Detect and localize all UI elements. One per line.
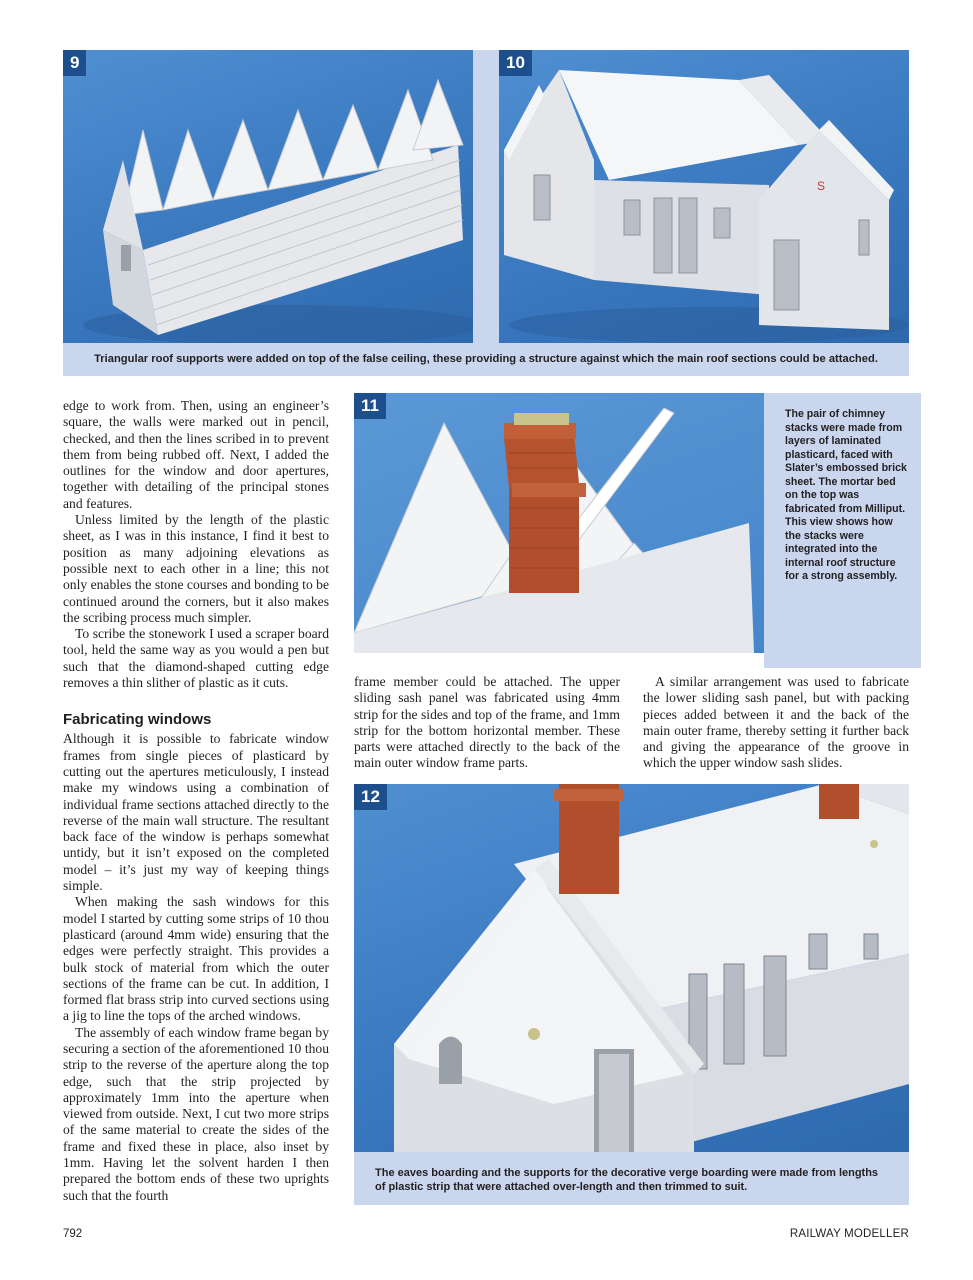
article-paragraph: Unless limited by the length of the plastic sheet, as I was in this instance, I find it best to position as many adjoining elevations as possible next to each other in a line; this not only enables the stone courses and bonding to be continued around the corners, but it also makes the scribing process much simpler. bbox=[63, 512, 329, 625]
station-building-model-image bbox=[499, 50, 909, 343]
page-number: 792 bbox=[63, 1228, 83, 1240]
article-paragraph: edge to work from. Then, using an engineer’s square, the walls were marked out in pencil, checked, and then the lines scribed in to prevent them from being rubbed off. Next, I added the outlines for the window and door apertures, together with detailing of the principal stones and features. bbox=[63, 398, 329, 511]
magazine-name: RAILWAY MODELLER bbox=[789, 1228, 909, 1240]
article-column-3 bbox=[643, 674, 909, 772]
chimney-stacks-model-image bbox=[354, 393, 764, 653]
chimney-caption: The pair of chimney stacks were made from layers of laminated plasticard, faced with Slater’s embossed brick sheet. The mortar bed on the top was fabricated from Milliput. This view shows how the stacks were integrated into the internal roof structure for a strong assembly. bbox=[764, 393, 921, 668]
article-paragraph: A similar arrangement was used to fabricate the lower sliding sash panel, but with packing pieces added between it and the back of the main outer frame, thereby setting it further back and giving the appearance of the groove in which the upper window sash slides. bbox=[643, 674, 909, 771]
eaves-boarding-model-image bbox=[354, 784, 909, 1152]
article-paragraph: The assembly of each window frame began by securing a section of the aforementioned 10 thou strip to the reverse of the aperture along the top edge, such that the strip projected by approximately 1mm into the aperture when viewed from outside. Next, I cut two more strips of the same material to create the sides of the frame and fixed these in place, also inset by 1mm. Having let the solvent harden I then prepared the bottom ends of these two uprights such that the fourth bbox=[63, 1024, 329, 1203]
photo-number: 9 bbox=[63, 50, 86, 76]
photo-number: 12 bbox=[354, 784, 387, 810]
svg-text:S: S bbox=[817, 179, 826, 193]
article-column-2 bbox=[354, 674, 620, 772]
section-heading: Fabricating windows bbox=[63, 711, 212, 729]
article-paragraph: To scribe the stonework I used a scraper board tool, held the same way as you would a pen but such that the diamond-shaped cutting edge removes a thin slither of plastic as it cuts. bbox=[63, 626, 329, 691]
photo-12 bbox=[354, 784, 909, 1152]
article-paragraph: frame member could be attached. The upper sliding sash panel was fabricated using 4mm strip for the sides and top of the frame, and 1mm strip for the bottom horizontal member. These parts were attached directly to the back of the main outer window frame parts. bbox=[354, 674, 620, 771]
article-column-1 bbox=[63, 398, 329, 1204]
eaves-caption: The eaves boarding and the supports for the decorative verge boarding were made from lengths of plastic strip that were attached over-length and then trimmed to suit. bbox=[354, 1152, 909, 1205]
photo-11 bbox=[354, 393, 764, 653]
top-photo-caption: Triangular roof supports were added on top of the false ceiling, these providing a structure against which the main roof sections could be attached. bbox=[63, 343, 909, 376]
photo-9 bbox=[63, 50, 473, 343]
photo-number: 11 bbox=[354, 393, 386, 419]
photo-10 bbox=[499, 50, 909, 343]
article-paragraph: When making the sash windows for this model I started by cutting some strips of 10 thou plasticard (around 4mm wide) ensuring that the edges were perfectly straight. This provides a bulk stock of material from which the outer sections of the frame can be cut. In addition, I formed flat brass strip into curved sections using a jig to line the tops of the arched windows. bbox=[63, 894, 329, 1024]
photo-number: 10 bbox=[499, 50, 532, 76]
roof-supports-model-image bbox=[63, 50, 473, 343]
article-paragraph: Although it is possible to fabricate window frames from single pieces of plasticard by cutting out the apertures meticulously, I instead make my windows using a combination of individual frame sections attached directly to the reverse of the main wall structure. The resultant back face of the window is perhaps somewhat untidy, but it isn’t exposed on the completed model – it’s just my way of keeping things simple. bbox=[63, 731, 329, 894]
